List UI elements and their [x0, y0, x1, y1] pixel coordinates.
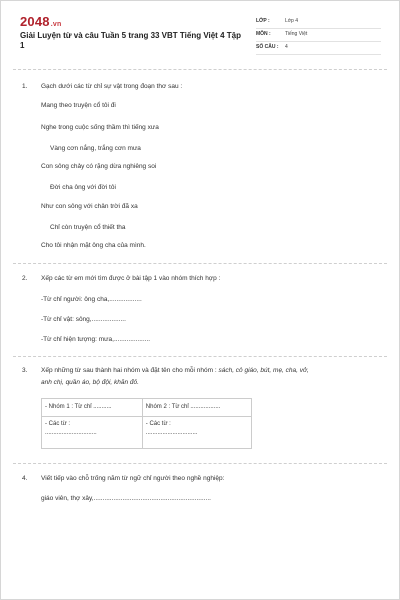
logo-text: 2048 — [20, 14, 50, 29]
meta-count — [256, 41, 381, 55]
meta-grade-value: Lớp 4 — [285, 18, 299, 24]
group1-words-fill: ............................... — [45, 430, 97, 436]
group1-words-label: - Các từ : — [45, 421, 71, 427]
q3-word-list-cont: anh chị, quần áo, bộ đội, khăn đỏ. — [41, 379, 139, 386]
q2-answer-line: -Từ chỉ người: ông cha,.................. — [41, 296, 142, 303]
divider — [13, 356, 387, 357]
group2-label: Nhóm 2 : Từ chỉ .................. — [145, 404, 221, 410]
meta-count-value: 4 — [285, 44, 288, 50]
q2-number: 2. — [22, 275, 28, 282]
group2-label-cell[interactable] — [142, 399, 251, 417]
q2-answer-line: -Từ chỉ vật: sông,................... — [41, 316, 126, 323]
divider — [13, 263, 387, 264]
meta-grade-key: LỚP : — [256, 18, 270, 24]
q3-number: 3. — [22, 367, 28, 374]
header — [1, 1, 399, 67]
q1-poem-line: Cho tôi nhận mặt ông cha của mình. — [41, 242, 146, 249]
group2-words-cell[interactable] — [142, 417, 251, 449]
q4-number: 4. — [22, 475, 28, 482]
divider — [13, 69, 387, 70]
q3-prompt-cont — [41, 379, 139, 386]
meta-subject — [256, 28, 381, 42]
group1-label-cell[interactable] — [42, 399, 143, 417]
q1-number: 1. — [22, 83, 28, 90]
q1-prompt: Gạch dưới các từ chỉ sự vật trong đoạn thơ sau : — [41, 83, 183, 90]
q2-prompt: Xếp các từ em mới tìm được ở bài tập 1 vào nhóm thích hợp : — [41, 275, 221, 282]
meta-count-key: SỐ CÂU : — [256, 44, 279, 50]
meta-subject-key: MÔN : — [256, 31, 271, 37]
q4-prompt: Viết tiếp vào chỗ trống năm từ ngữ chỉ người theo nghề nghiệp: — [41, 475, 225, 482]
q3-prompt — [41, 367, 309, 374]
divider — [13, 463, 387, 464]
q1-poem-line: Con sông chảy có rặng dừa nghiêng soi — [41, 163, 157, 170]
q1-poem-line: Mang theo truyện cổ tôi đi — [41, 102, 116, 109]
q1-poem-line: Chỉ còn truyện cổ thiết tha — [50, 224, 126, 231]
meta-grade — [256, 15, 381, 29]
q2-answer-line: -Từ chỉ hiện tượng: mưa,.................... — [41, 336, 151, 343]
group1-label: - Nhóm 1 : Từ chỉ ........... — [45, 404, 112, 410]
q1-poem-line: Vàng cơn nắng, trắng cơn mưa — [50, 145, 141, 152]
group2-words-label: - Các từ : — [145, 421, 171, 427]
group1-words-cell[interactable] — [42, 417, 143, 449]
q4-answer-line: giáo viên, thợ xây,................................................................. — [41, 495, 211, 502]
page-title: Giải Luyện từ và câu Tuần 5 trang 33 VBT Tiếng Việt 4 Tập 1 — [20, 31, 241, 50]
q3-word-list: sách, cô giáo, bút, mẹ, cha, vở, — [218, 367, 309, 374]
q1-poem-line: Như con sông với chân trời đã xa — [41, 203, 138, 210]
group2-words-fill: ............................... — [145, 430, 198, 436]
q1-poem-line: Nghe trong cuộc sống thầm thì tiếng xưa — [41, 124, 159, 131]
q1-poem-line: Đời cha ông với đời tôi — [50, 184, 116, 191]
q3-prompt-text: Xếp những từ sau thành hai nhóm và đặt tên cho mỗi nhóm : — [41, 367, 217, 374]
site-logo[interactable] — [20, 14, 61, 29]
meta-subject-value: Tiếng Việt — [285, 31, 308, 37]
logo-suffix: .vn — [50, 21, 62, 28]
grouping-table — [41, 398, 252, 449]
